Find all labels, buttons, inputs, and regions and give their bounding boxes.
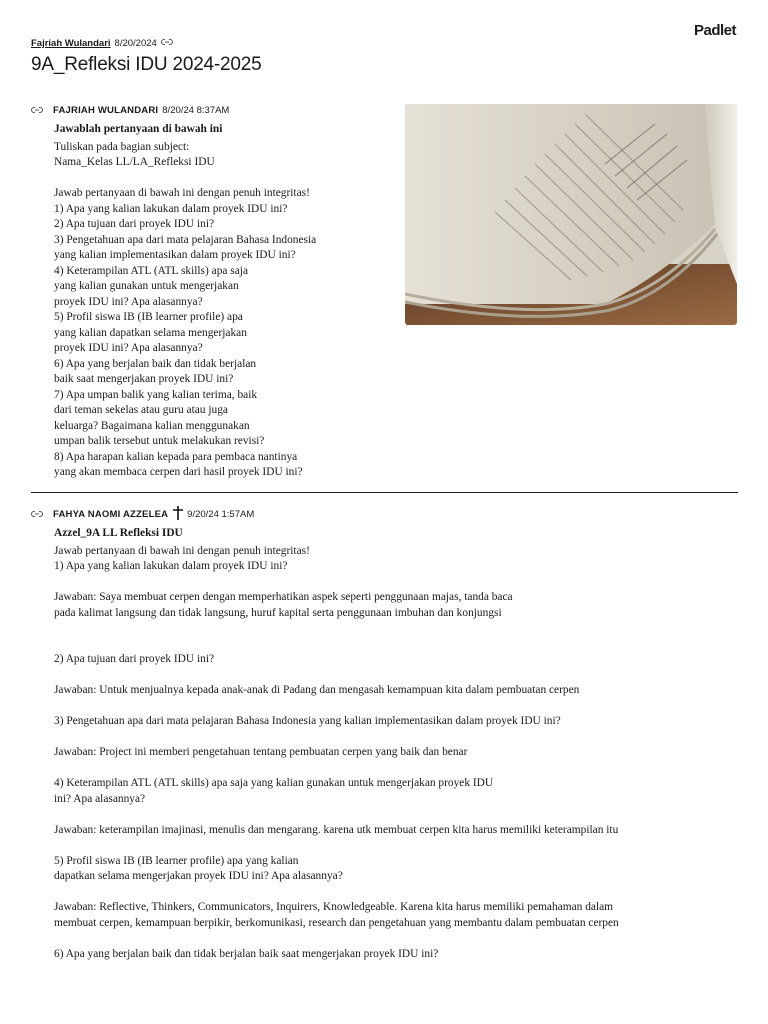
post-text-line: 3) Pengetahuan apa dari mata pelajaran Bahasa Indonesia yang kalian implementasikan dalam proyek IDU ini? bbox=[54, 715, 561, 727]
post-text-line: 6) Apa yang berjalan baik dan tidak berjalan baik saat mengerjakan proyek IDU ini? bbox=[54, 947, 439, 960]
post-text-line: 2) Apa tujuan dari proyek IDU ini? bbox=[54, 218, 215, 230]
open-book-image[interactable] bbox=[405, 104, 737, 325]
post-text-line: Jawaban: Project ini memberi pengetahuan tentang pembuatan cerpen yang baik dan benar bbox=[54, 746, 468, 758]
post-text-line: keluarga? Bagaimana kalian menggunakan bbox=[54, 419, 250, 432]
cross-icon bbox=[173, 506, 183, 523]
post-text-line: dapatkan selama mengerjakan proyek IDU ini? Apa alasannya? bbox=[54, 870, 343, 882]
post-text-line: 8) Apa harapan kalian kepada para pembaca nantinya bbox=[54, 450, 298, 463]
post-text-line bbox=[54, 885, 738, 901]
link-icon[interactable] bbox=[161, 38, 173, 49]
post-text-line: Jawaban: Reflective, Thinkers, Communicators, Inquirers, Knowledgeable. Karena kita harus memiliki pemahaman dalam bbox=[54, 901, 614, 913]
post-text-line: Nama_Kelas LL/LA_Refleksi IDU bbox=[54, 156, 215, 168]
post-body bbox=[54, 526, 738, 962]
post-text-line bbox=[54, 637, 738, 653]
post-text-line: 4) Keterampilan ATL (ATL skills) apa saja bbox=[54, 264, 248, 277]
post-text-line: membuat cerpen, kemampuan berpikir, berkomunikasi, research dan pengetahuan yang membantu dalam pembuatan cerpen bbox=[54, 916, 619, 929]
post-text-line: 2) Apa tujuan dari proyek IDU ini? bbox=[54, 653, 215, 665]
post-text-line: yang kalian gunakan untuk mengerjakan bbox=[54, 280, 239, 292]
post-timestamp: 8/20/24 8:37AM bbox=[162, 104, 230, 116]
post-text-line: 6) Apa yang berjalan baik dan tidak berjalan bbox=[54, 357, 257, 370]
padlet-date: 8/20/2024 bbox=[114, 38, 157, 49]
post-text-line bbox=[54, 761, 738, 777]
post-text-line: Jawab pertanyaan di bawah ini dengan penuh integritas! bbox=[54, 187, 310, 199]
post-text-line: ini? Apa alasannya? bbox=[54, 792, 146, 805]
post-text-line: yang akan membaca cerpen dari hasil proyek IDU ini? bbox=[54, 466, 303, 478]
post-author: FAJRIAH WULANDARI bbox=[53, 104, 159, 116]
post-text-line: Jawaban: keterampilan imajinasi, menulis dan mengarang. karena utk membuat cerpen kita harus memiliki keterampilan itu bbox=[54, 823, 619, 836]
padlet-meta bbox=[31, 38, 173, 49]
page-title: 9A_Refleksi IDU 2024-2025 bbox=[31, 54, 262, 75]
post-text-line: 7) Apa umpan balik yang kalian terima, baik bbox=[54, 388, 258, 401]
post-text-line bbox=[54, 668, 738, 684]
post-text-line: 5) Profil siswa IB (IB learner profile) apa yang kalian bbox=[54, 854, 299, 867]
post-text-line bbox=[54, 838, 738, 854]
post-text-line: umpan balik tersebut untuk melakukan revisi? bbox=[54, 435, 265, 447]
post-subject: Jawablah pertanyaan di bawah ini bbox=[54, 123, 223, 135]
post-text-line: 5) Profil siswa IB (IB learner profile) apa bbox=[54, 311, 243, 323]
post-author: FAHYA NAOMI AZZELEA bbox=[53, 508, 169, 520]
padlet-logo[interactable]: Padlet bbox=[693, 22, 736, 39]
post-timestamp: 9/20/24 1:57AM bbox=[187, 508, 255, 520]
post-header bbox=[31, 507, 738, 521]
post-text-line: 3) Pengetahuan apa dari mata pelajaran Bahasa Indonesia bbox=[54, 233, 317, 246]
post-text-line bbox=[54, 931, 738, 947]
post-text-line: dari teman sekelas atau guru atau juga bbox=[54, 404, 228, 416]
link-icon[interactable] bbox=[31, 106, 43, 114]
post-text-line: 4) Keterampilan ATL (ATL skills) apa saja yang kalian gunakan untuk mengerjakan proyek IDU bbox=[54, 777, 494, 789]
post-text-line: 1) Apa yang kalian lakukan dalam proyek IDU ini? bbox=[54, 202, 288, 215]
post-content bbox=[54, 544, 738, 963]
post-text-line bbox=[54, 730, 738, 746]
padlet-author-link[interactable]: Fajriah Wulandari bbox=[31, 38, 111, 49]
post-card bbox=[31, 507, 738, 962]
post-divider bbox=[31, 492, 738, 493]
post-text-line: proyek IDU ini? Apa alasannya? bbox=[54, 295, 203, 308]
post-subject: Azzel_9A LL Refleksi IDU bbox=[54, 527, 183, 539]
post-text-line: 1) Apa yang kalian lakukan dalam proyek IDU ini? bbox=[54, 560, 288, 572]
post-text-line: Jawaban: Saya membuat cerpen dengan memperhatikan aspek seperti penggunaan majas, tanda baca bbox=[54, 591, 513, 603]
post-text-line: Jawaban: Untuk menjualnya kepada anak-anak di Padang dan mengasah kemampuan kita dalam pembuatan cerpen bbox=[54, 684, 580, 696]
post-text-line: yang kalian dapatkan selama mengerjakan bbox=[54, 326, 247, 339]
post-text-line: baik saat mengerjakan proyek IDU ini? bbox=[54, 373, 234, 385]
link-icon[interactable] bbox=[31, 510, 43, 518]
post-text-line: Tuliskan pada bagian subject: bbox=[54, 140, 190, 153]
post-text-line: proyek IDU ini? Apa alasannya? bbox=[54, 342, 203, 354]
post-text-line: Jawab pertanyaan di bawah ini dengan penuh integritas! bbox=[54, 544, 310, 557]
post-text-line: pada kalimat langsung dan tidak langsung, huruf kapital serta penggunaan imbuhan dan konjungsi bbox=[54, 606, 502, 619]
post-text-line bbox=[54, 621, 738, 637]
post-text-line bbox=[54, 575, 738, 591]
post-text-line: yang kalian implementasikan dalam proyek IDU ini? bbox=[54, 249, 296, 261]
post-text-line bbox=[54, 807, 738, 823]
post-text-line bbox=[54, 699, 738, 715]
